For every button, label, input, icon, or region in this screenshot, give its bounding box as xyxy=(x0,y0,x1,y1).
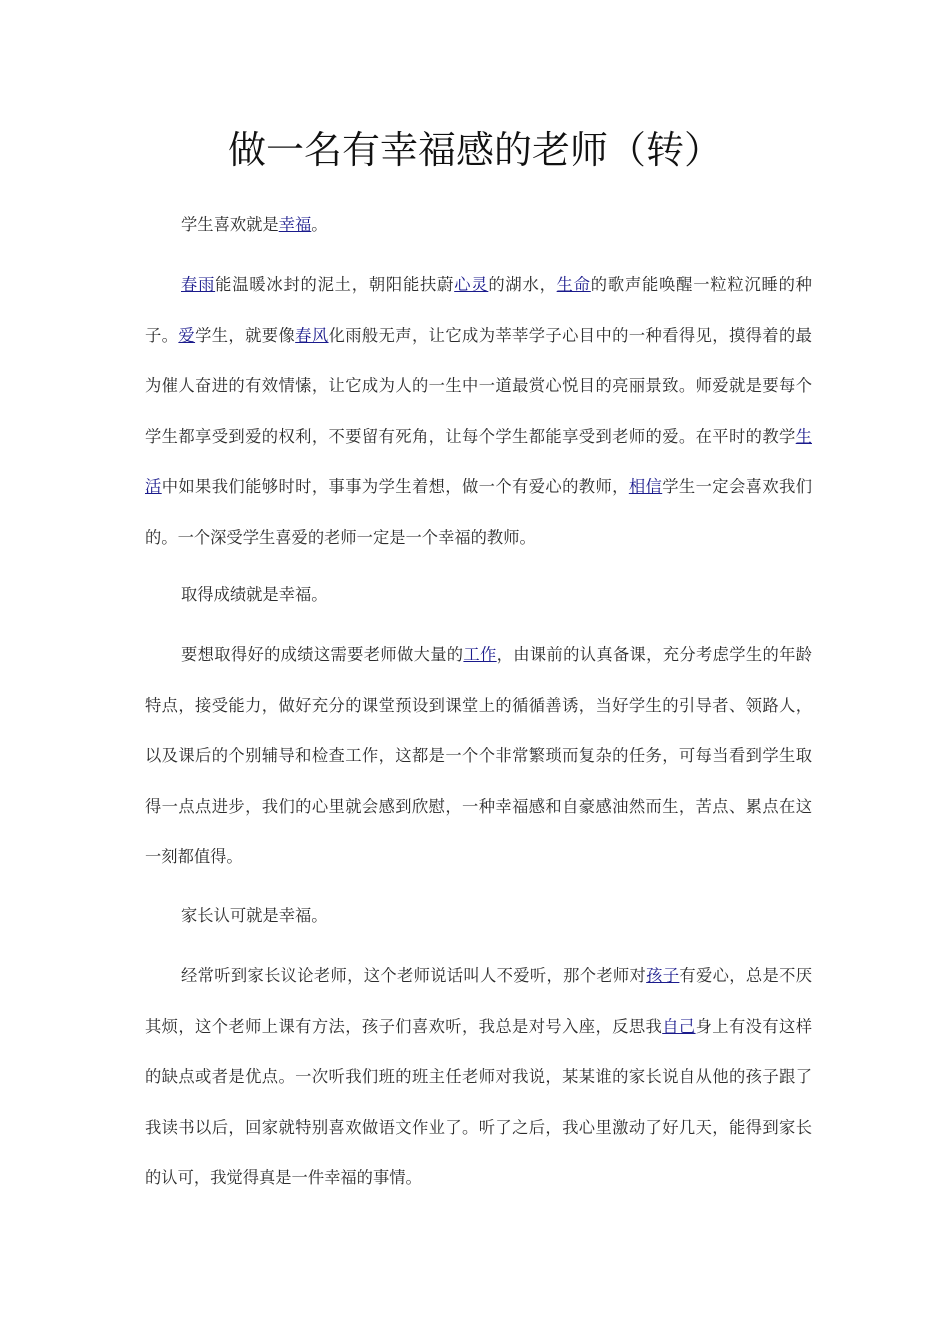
link-ziji[interactable]: 自己 xyxy=(662,1016,696,1036)
text: 学生喜欢就是 xyxy=(181,215,279,234)
text: 取得成绩就是幸福。 xyxy=(181,585,328,604)
paragraph-body-work xyxy=(145,630,812,883)
paragraph-heading-achievement xyxy=(145,570,812,621)
text: 中如果我们能够时时，事事为学生着想，做一个有爱心的教师， xyxy=(161,477,629,497)
link-xiangxin[interactable]: 相信 xyxy=(628,477,663,497)
link-ai[interactable]: 爱 xyxy=(178,325,196,345)
text: 的歌声能唤醒一粒粒沉睡的种子。 xyxy=(145,275,812,345)
text: 学生，就要像 xyxy=(195,325,296,345)
paragraph-body-parents xyxy=(145,951,812,1204)
text: 能温暖冰封的泥土，朝阳能扶蔚 xyxy=(215,275,455,294)
text: 家长认可就是幸福。 xyxy=(181,906,328,925)
link-shengming[interactable]: 生命 xyxy=(556,275,591,294)
text: ，由课前的认真备课，充分考虑学生的年龄特点，接受能力，做好充分的课堂预设到课堂上的循循善诱，当好学生的引导者、领路人，以及课后的个别辅导和检查工作，这都是一个个非常繁琐而复杂的任务，可每当看到学生取得一点点进步，我们的心里就会感到欣慰，一种幸福感和自豪感油然而生，苦点、累点在这一刻都值得。 xyxy=(145,645,812,867)
link-chunyu[interactable]: 春雨 xyxy=(181,275,216,294)
text: 化雨般无声，让它成为莘莘学子心目中的一种看得见，摸得着的最为催人奋进的有效情愫，让它成为人的一生中一道最赏心悦目的亮丽景致。师爱就是要每个学生都享受到爱的权利，不要留有死角，让每个学生都能享受到老师的爱。在平时的教学 xyxy=(145,325,812,446)
link-gongzuo[interactable]: 工作 xyxy=(463,645,497,664)
link-xingfu[interactable]: 幸福 xyxy=(278,215,312,234)
text: 要想取得好的成绩这需要老师做大量的 xyxy=(181,645,464,664)
text: 。 xyxy=(311,215,328,234)
link-chunfeng[interactable]: 春风 xyxy=(295,325,329,345)
link-haizi[interactable]: 孩子 xyxy=(646,966,680,985)
text: 身上有没有这样的缺点或者是优点。一次听我们班的班主任老师对我说，某某谁的家长说自从他的孩子跟了我读书以后，回家就特别喜欢做语文作业了。听了之后，我心里激动了好几天，能得到家长的认可，我觉得真是一件幸福的事情。 xyxy=(145,1016,812,1188)
paragraph-body-love xyxy=(145,260,812,564)
link-shenghuo[interactable]: 生活 xyxy=(145,426,812,497)
text: 经常听到家长议论老师，这个老师说话叫人不爱听，那个老师对 xyxy=(181,966,647,985)
page-title: 做一名有幸福感的老师（转） xyxy=(227,128,722,172)
paragraph-heading-parents xyxy=(145,891,812,942)
text: 有爱心，总是不厌其烦，这个老师上课有方法，孩子们喜欢听，我总是对号入座，反思我 xyxy=(145,966,812,1036)
text: 学生一定会喜欢我们的。一个深受学生喜爱的老师一定是一个幸福的教师。 xyxy=(145,477,812,547)
link-xinling[interactable]: 心灵 xyxy=(454,275,489,294)
text: 的湖水， xyxy=(488,275,557,294)
paragraph-heading-students xyxy=(145,200,812,251)
